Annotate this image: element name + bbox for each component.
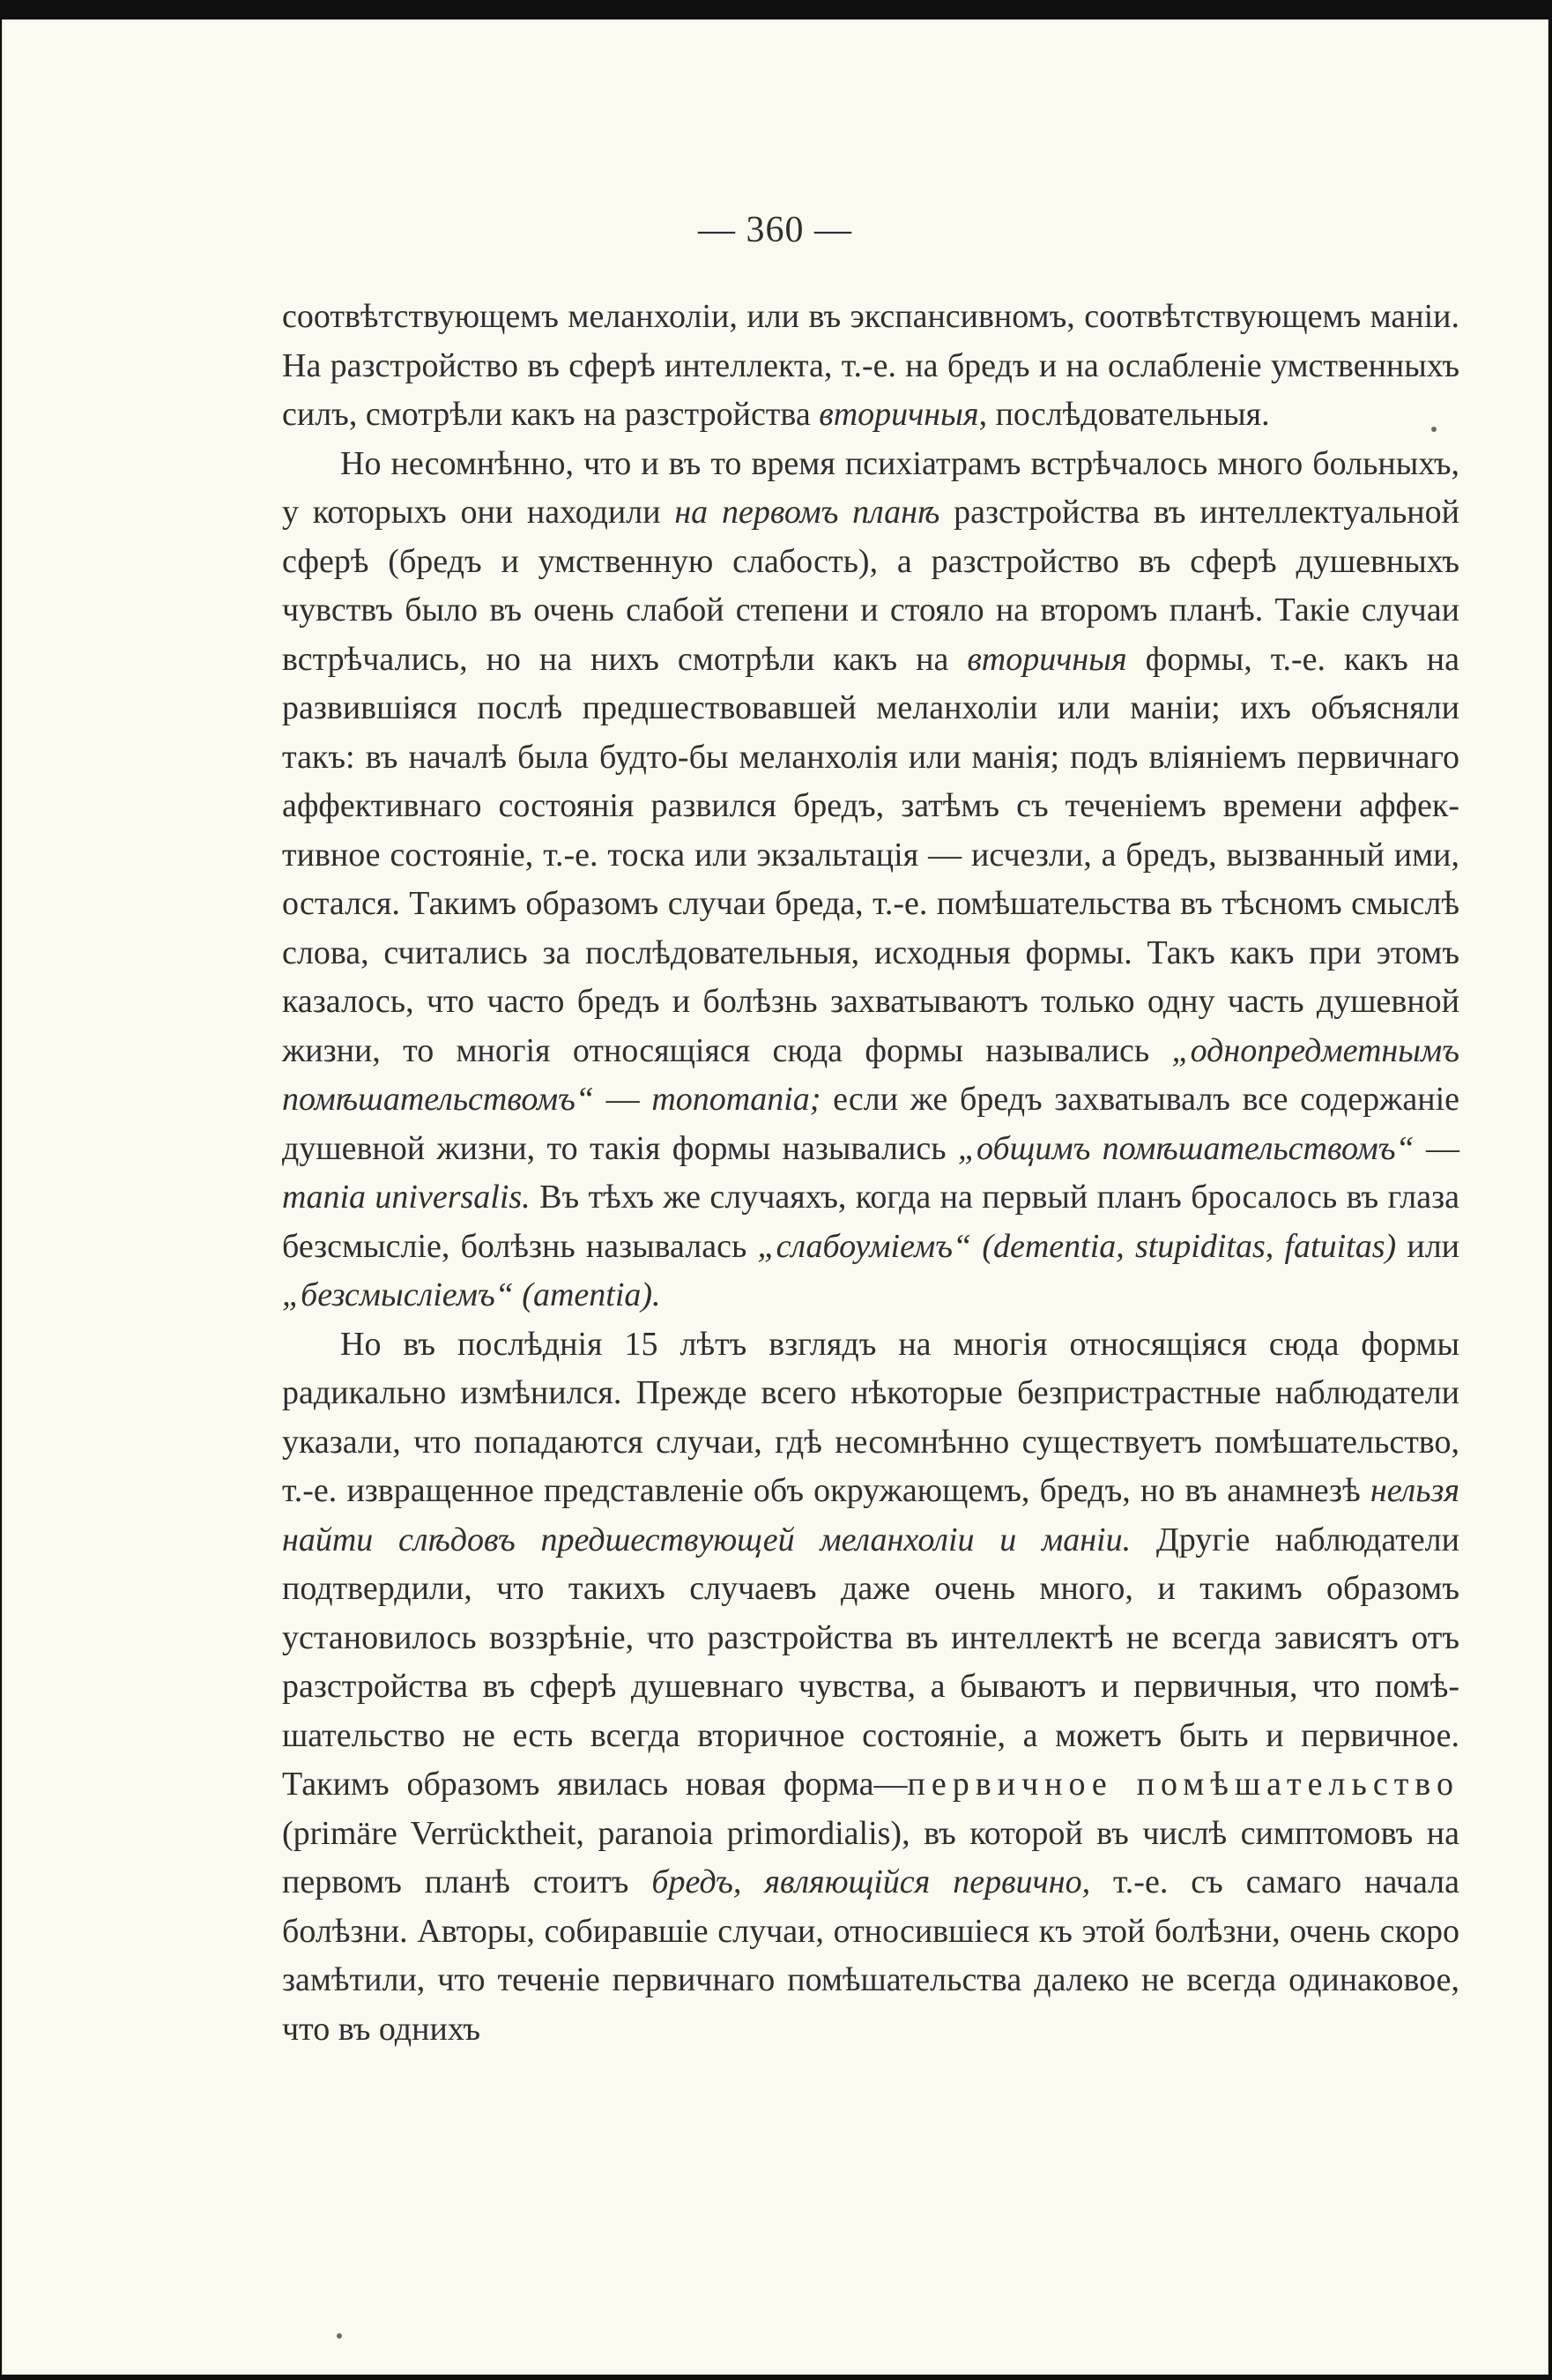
text-segment: разстройства въ интеллектуальной сферѣ (бредъ и умственную слабость), а разстройство въ сферѣ душевныхъ чувствъ было въ очень слабой степени и стояло на второмъ планѣ. Такіе случаи встрѣчались, но на нихъ смотрѣли какъ на [282,494,1459,678]
text-segment: Въ тѣхъ же случаяхъ, когда на первый планъ бросалось въ глаза безсмысліе, болѣзнь называлась [282,1179,1459,1265]
text-segment: (primäre Verrücktheit, paranoia primordialis), въ которой въ числѣ симптомовъ на первомъ планѣ стоитъ [282,1814,1459,1900]
italic-text-segment: „слабоуміемъ“ (dementia, stupiditas, fatuitas) [757,1227,1397,1265]
italic-text-segment: на первомъ планѣ [674,494,940,531]
text-segment: если же бредъ захватывалъ все содержаніе душевной жизни, то такія формы назывались [282,1081,1459,1167]
paragraph [282,293,1459,440]
paragraph [282,1320,1459,2055]
text-segment: — [1414,1129,1459,1167]
italic-text-segment: вторичныя [967,640,1127,678]
scan-speck [337,2333,342,2339]
scan-speck [1431,427,1437,432]
italic-text-segment: „однопредметнымъ помѣшательствомъ“ [282,1031,1459,1118]
body-text [282,293,1459,2054]
text-segment: , послѣдовательныя. [978,396,1270,433]
paragraph [282,440,1459,1320]
text-segment: или [1396,1227,1459,1265]
spaced-text-segment: первичное помѣшательство [907,1766,1459,1803]
text-segment: формы, т.-е. какъ на развившіяся послѣ предшествовавшей меланхоліи или маніи; ихъ объясняли такъ: въ началѣ была будто-бы меланхолія или манія; подъ вліяніемъ первичнаго аффективнаго состоянія развился бредъ, затѣмъ съ теченіемъ времени аффективное состояніе, т.-е. тоска или экзальтація — исчезли, а бредъ, вызванный ими, остался. Такимъ образомъ случаи бреда, т.-е. помѣшательства въ тѣсномъ смыслѣ слова, считались за послѣдовательныя, исходныя формы. Такъ какъ при этомъ казалось, что часто бредъ и болѣзнь захватываютъ только одну часть душевной жизни, то многія относящіяся сюда формы назывались [282,640,1459,1069]
italic-text-segment: вторичныя [819,396,979,433]
italic-text-segment: „безсмысліемъ“ (amentia). [282,1276,661,1313]
text-segment: Другіе наблюдатели подтвердили, что такихъ случаевъ даже очень много, и такимъ образомъ установилось воззрѣніе, что разстройства въ интеллектѣ не всегда зависятъ отъ разстройства въ сферѣ душевнаго чувства, а бываютъ и первичныя, что помѣшательство не есть всегда вторичное состояніе, а можетъ быть и первичное. Такимъ образомъ явилась новая форма— [282,1521,1459,1803]
scanned-page [2,19,1548,2375]
italic-text-segment: mania universalis. [282,1179,531,1216]
page-number: — 360 — [698,210,852,250]
text-segment: т.-е. съ самаго начала болѣзни. Авторы, собиравшіе случаи, относившіеся къ этой болѣзни, очень скоро замѣтили, что теченіе первичнаго помѣшательства далеко не всегда одинаковое, что въ однихъ [282,1863,1459,2048]
text-segment: Но несомнѣнно, что и въ то время псиxіатрамъ встрѣчалось много больныхъ, у которыхъ они находили [282,444,1459,531]
italic-text-segment: „общимъ помѣшательствомъ“ [957,1129,1415,1167]
text-segment: — [594,1081,652,1118]
italic-text-segment: бредъ, являющійся первично, [651,1863,1091,1900]
text-segment: соотвѣтствующемъ меланхоліи, или въ экспансивномъ, соотвѣтствующемъ маніи. На разстройство въ сферѣ интеллекта, т.-е. на бредъ и на ослабленіе умственныхъ силъ, смотрѣли какъ на разстройства [282,298,1459,433]
italic-text-segment: monomania; [651,1081,821,1118]
italic-text-segment: нельзя найти слѣдовъ предшествующей меланхоліи и маніи. [282,1472,1459,1558]
text-segment: Но въ послѣднія 15 лѣтъ взглядъ на многія относящіяся сюда формы радикально измѣнился. Прежде всего нѣкоторые безпристрастные наблюдатели указали, что попадаются случаи, гдѣ несомнѣнно существуетъ помѣшательство, т.-е. извращенное представленіе объ окружающемъ, бредъ, но въ анамнезѣ [282,1325,1459,1509]
